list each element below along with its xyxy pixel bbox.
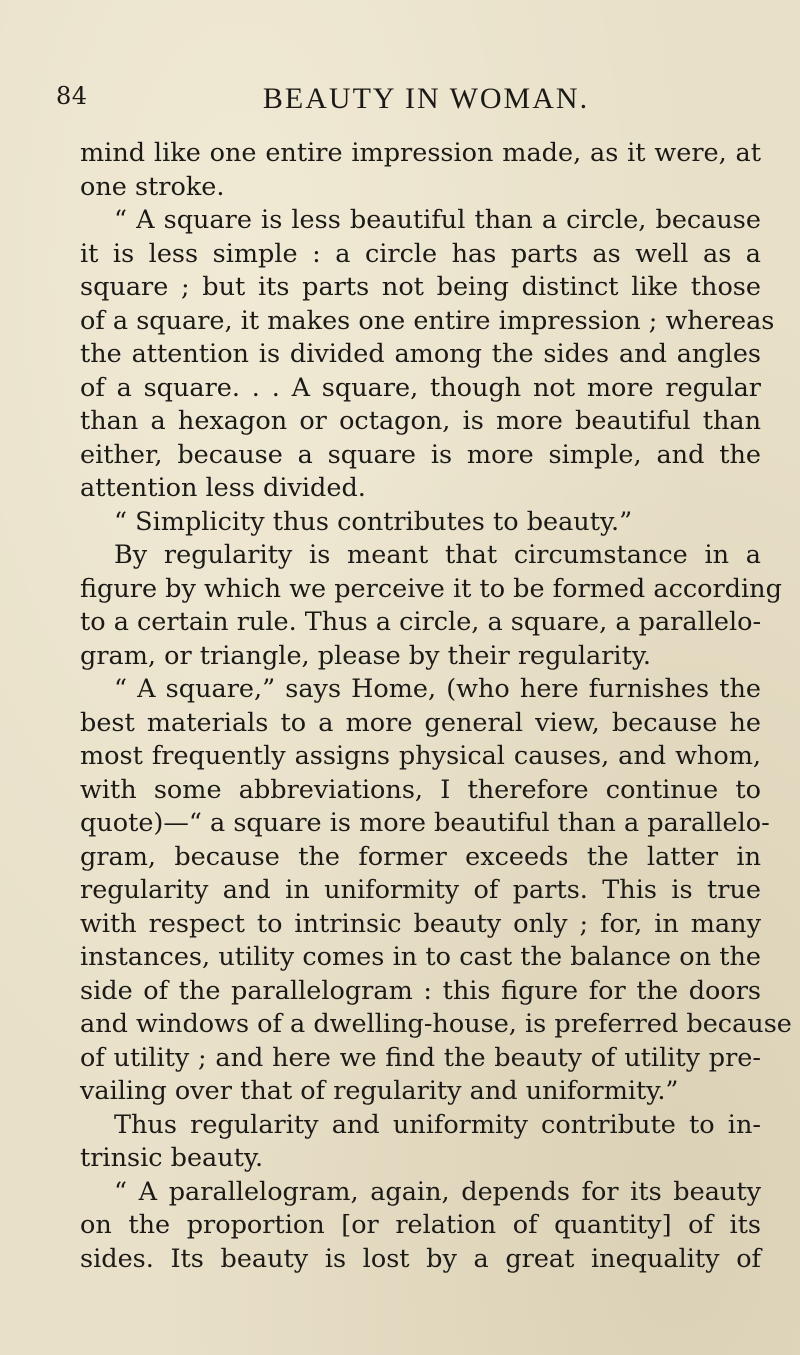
text-line: trinsic beauty. (80, 1143, 264, 1173)
text-line: most frequently assigns physical causes, and whom, (80, 741, 761, 771)
text-line: and windows of a dwelling-house, is preferred because (80, 1009, 792, 1039)
text-line: side of the parallelogram : this figure for the doors (80, 975, 761, 1006)
text-line: best materials to a more general view, because he (80, 707, 761, 738)
text-line: “ A square is less beautiful than a circle, because (114, 205, 761, 235)
text-line: of a square. . . A square, though not more regular (80, 372, 761, 403)
text-line: attention less divided. (80, 473, 366, 503)
text-line: one stroke. (80, 171, 225, 202)
text-line: figure by which we perceive it to be formed according (80, 573, 782, 604)
text-line: “ Simplicity thus contributes to beauty.” (114, 506, 633, 537)
text-line: “ A square,” says Home, (who here furnishes the (114, 674, 761, 704)
text-line: vailing over that of regularity and uniformity.” (80, 1076, 679, 1106)
text-line: than a hexagon or octagon, is more beautiful than (80, 406, 761, 436)
text-line: gram, because the former exceeds the latter in (80, 841, 761, 872)
text-line: with some abbreviations, I therefore continue to (80, 774, 761, 805)
text-line: “ A parallelogram, again, depends for its beauty (114, 1176, 761, 1207)
text-line: with respect to intrinsic beauty only ; for, in many (80, 908, 761, 939)
page-number: 84 (56, 82, 88, 110)
running-head: BEAUTY IN WOMAN. (262, 82, 590, 115)
text-line: either, because a square is more simple, and the (80, 439, 761, 470)
text-line: the attention is divided among the sides and angles (80, 339, 761, 369)
text-line: of a square, it makes one entire impression ; whereas (80, 305, 775, 336)
text-line: mind like one entire impression made, as it were, at (80, 138, 761, 168)
text-line: instances, utility comes in to cast the balance on the (80, 942, 761, 972)
text-line: Thus regularity and uniformity contribute to in- (114, 1109, 761, 1140)
text-line: sides. Its beauty is lost by a great inequality of (80, 1243, 761, 1274)
text-line: to a certain rule. Thus a circle, a square, a parallelo- (80, 607, 762, 637)
text-line: quote)—“ a square is more beautiful than a parallelo- (80, 808, 770, 838)
text-line: on the proportion [or relation of quantity] of its (80, 1210, 761, 1240)
body-text (80, 137, 792, 1276)
text-line: square ; but its parts not being distinct like those (80, 272, 761, 302)
text-line: of utility ; and here we find the beauty of utility pre- (80, 1042, 761, 1073)
text-line: gram, or triangle, please by their regularity. (80, 640, 651, 671)
text-line: regularity and in uniformity of parts. This is true (80, 875, 761, 905)
text-line: it is less simple : a circle has parts as well as a (80, 238, 761, 269)
page-header (56, 82, 756, 122)
text-line: By regularity is meant that circumstance in a (114, 540, 761, 570)
